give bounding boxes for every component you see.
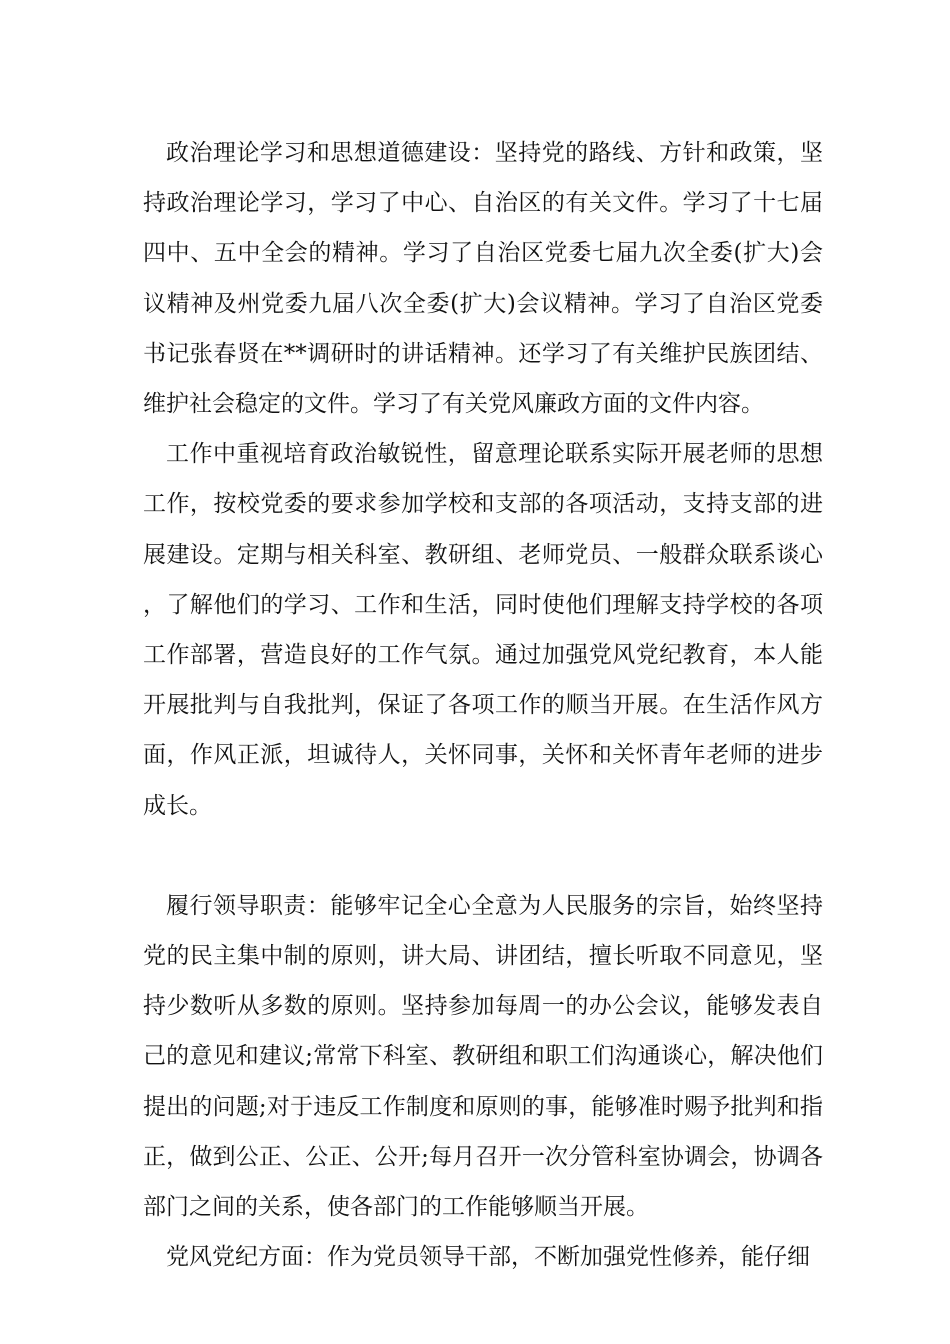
paragraph-party-discipline: 党风党纪方面：作为党员领导干部，不断加强党性修养，能仔细: [166, 1244, 810, 1271]
paragraph-political-study: 政治理论学习和思想道德建设：坚持党的路线、方针和政策，坚持政治理论学习，学习了中心、自治区的有关文件。学习了十七届四中、五中全会的精神。学习了自治区党委七届九次全委(扩大)会议精神及州党委九届八次全委(扩大)会议精神。学习了自治区党委书记张春贤在**调研时的讲话精神。还学习了有关维护民族团结、维护社会稳定的文件。学习了有关党风廉政方面的文件内容。: [143, 140, 823, 418]
paragraph-spacer: [143, 831, 823, 881]
paragraph-work-attitude: 工作中重视培育政治敏锐性，留意理论联系实际开展老师的思想工作，按校党委的要求参加学校和支部的各项活动，支持支部的进展建设。定期与相关科室、教研组、老师党员、一般群众联系谈心，了解他们的学习、工作和生活，同时使他们理解支持学校的各项工作部署，营造良好的工作气氛。通过加强党风党纪教育，本人能开展批判与自我批判，保证了各项工作的顺当开展。在生活作风方面，作风正派，坦诚待人，关怀同事，关怀和关怀青年老师的进步成长。: [143, 441, 823, 819]
paragraph-leadership-duties: 履行领导职责：能够牢记全心全意为人民服务的宗旨，始终坚持党的民主集中制的原则，讲大局、讲团结，擅长听取不同意见，坚持少数听从多数的原则。坚持参加每周一的办公会议，能够发表自己的意见和建议;常常下科室、教研组和职工们沟通谈心，解决他们提出的问题;对于违反工作制度和原则的事，能够准时赐予批判和指正，做到公正、公正、公开;每月召开一次分管科室协调会，协调各部门之间的关系，使各部门的工作能够顺当开展。: [143, 892, 823, 1221]
document-body: [143, 128, 823, 1282]
